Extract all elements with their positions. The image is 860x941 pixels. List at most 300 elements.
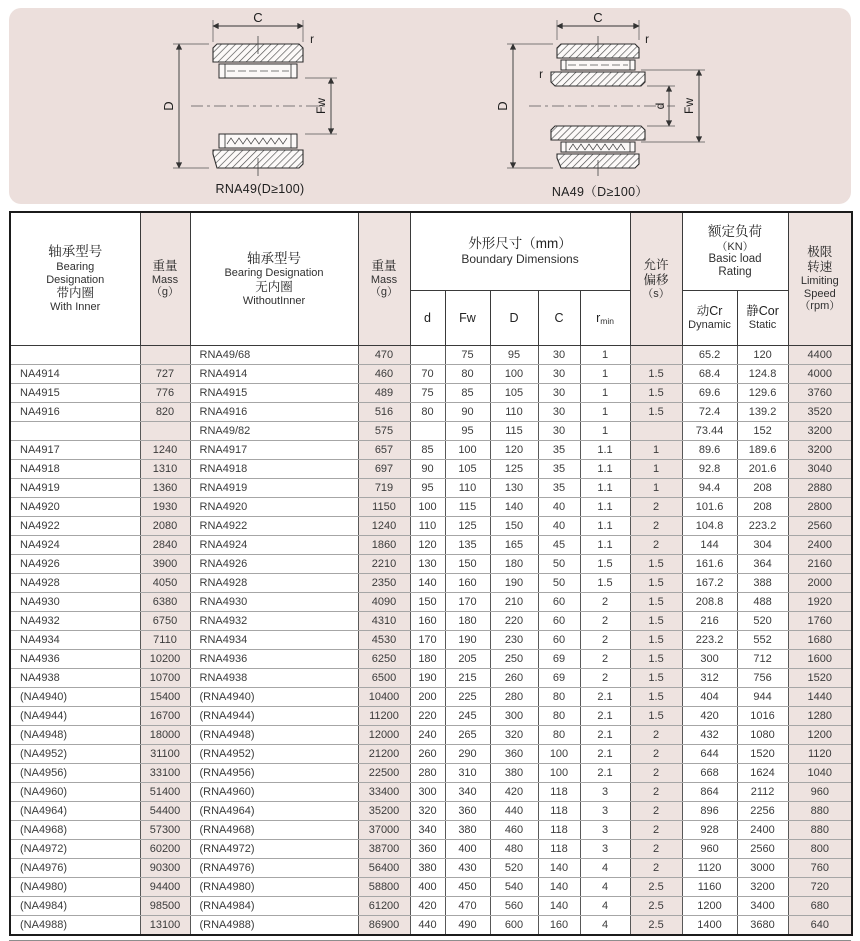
cell: RNA4914 [190, 364, 358, 383]
cell: 150 [445, 554, 490, 573]
cell: 320 [490, 725, 538, 744]
cell: 520 [490, 858, 538, 877]
cell: 230 [490, 630, 538, 649]
cell: 260 [410, 744, 445, 763]
cell: 1440 [788, 687, 852, 706]
cell: 1760 [788, 611, 852, 630]
cell: 165 [490, 535, 538, 554]
header-limiting-speed: 极限 转速 Limiting Speed （rpm） [788, 212, 852, 345]
header-allowed-offset: 允许 偏移 （s） [630, 212, 682, 345]
cell: 144 [682, 535, 737, 554]
cell: 1.5 [630, 383, 682, 402]
cell: 68.4 [682, 364, 737, 383]
cell: 2160 [788, 554, 852, 573]
cell: 35200 [358, 801, 410, 820]
cell: 160 [445, 573, 490, 592]
header-boundary-dimensions: 外形尺寸（mm） Boundary Dimensions [410, 212, 630, 290]
cell: 3200 [788, 440, 852, 459]
cell [140, 421, 190, 440]
cell: 364 [737, 554, 788, 573]
cell: 3 [580, 782, 630, 801]
dim-label-c: C [253, 10, 263, 25]
cell: 140 [490, 497, 538, 516]
cell: 90 [445, 402, 490, 421]
table-row [10, 725, 852, 744]
cell: 3680 [737, 915, 788, 935]
cell: 4000 [788, 364, 852, 383]
cell: 125 [490, 459, 538, 478]
cell: 85 [445, 383, 490, 402]
cell: 12000 [358, 725, 410, 744]
cell: 205 [445, 649, 490, 668]
cell: 3200 [737, 877, 788, 896]
cell: 57300 [140, 820, 190, 839]
table-row [10, 516, 852, 535]
cell: 37000 [358, 820, 410, 839]
cell: 440 [410, 915, 445, 935]
cell: 1624 [737, 763, 788, 782]
cell: 6750 [140, 611, 190, 630]
cell: 2350 [358, 573, 410, 592]
cell: 2112 [737, 782, 788, 801]
cell: 1.5 [630, 611, 682, 630]
cell: 340 [410, 820, 445, 839]
cell: 2 [580, 630, 630, 649]
cell: 1120 [788, 744, 852, 763]
cell: 13100 [140, 915, 190, 935]
cell: 120 [737, 345, 788, 364]
cell: 488 [737, 592, 788, 611]
cell: (NA4976) [10, 858, 140, 877]
cell: 220 [410, 706, 445, 725]
cell: 100 [538, 763, 580, 782]
cell: 86900 [358, 915, 410, 935]
cell: NA4926 [10, 554, 140, 573]
header-mass-1: 重量 Mass （g） [140, 212, 190, 345]
cell: 668 [682, 763, 737, 782]
header-dim-fw: Fw [445, 290, 490, 345]
cell: 69 [538, 649, 580, 668]
cell: 35 [538, 459, 580, 478]
cell: 94.4 [682, 478, 737, 497]
table-row [10, 820, 852, 839]
cell: 440 [490, 801, 538, 820]
cell: 90300 [140, 858, 190, 877]
cell: 6380 [140, 592, 190, 611]
cell: 304 [737, 535, 788, 554]
cell: 928 [682, 820, 737, 839]
cell: 208.8 [682, 592, 737, 611]
cell: (RNA4980) [190, 877, 358, 896]
cell: 2 [580, 592, 630, 611]
cell: 1.1 [580, 535, 630, 554]
cell: 85 [410, 440, 445, 459]
cell: 2000 [788, 573, 852, 592]
cell: 189.6 [737, 440, 788, 459]
cell: 1.5 [580, 554, 630, 573]
table-row [10, 801, 852, 820]
cell: 7110 [140, 630, 190, 649]
cell: 2 [630, 820, 682, 839]
cell: 58800 [358, 877, 410, 896]
cell: 719 [358, 478, 410, 497]
cell: 105 [445, 459, 490, 478]
cell: 95 [410, 478, 445, 497]
cell: 150 [490, 516, 538, 535]
cell: 118 [538, 782, 580, 801]
cell: 1360 [140, 478, 190, 497]
cell: (NA4984) [10, 896, 140, 915]
cell: (RNA4984) [190, 896, 358, 915]
cell: 1 [580, 345, 630, 364]
dim-label-r-top: r [645, 34, 649, 46]
cell: 1200 [788, 725, 852, 744]
cell: 95 [445, 421, 490, 440]
cell: 4310 [358, 611, 410, 630]
cell: (RNA4952) [190, 744, 358, 763]
cell [630, 345, 682, 364]
cell: 180 [445, 611, 490, 630]
cell: 864 [682, 782, 737, 801]
cell: 124.8 [737, 364, 788, 383]
table-row [10, 478, 852, 497]
cell: 220 [490, 611, 538, 630]
cell: 300 [410, 782, 445, 801]
cell: 290 [445, 744, 490, 763]
dim-label-D: D [495, 101, 510, 111]
cell: 265 [445, 725, 490, 744]
cell: 2560 [788, 516, 852, 535]
cell: 1.5 [630, 687, 682, 706]
cell: RNA4926 [190, 554, 358, 573]
cell: (RNA4940) [190, 687, 358, 706]
cell: 1.5 [630, 706, 682, 725]
cell: RNA4918 [190, 459, 358, 478]
cell: 100 [538, 744, 580, 763]
cell: 360 [410, 839, 445, 858]
cell: 1680 [788, 630, 852, 649]
cell [10, 421, 140, 440]
cell: 1.1 [580, 516, 630, 535]
cell: NA4914 [10, 364, 140, 383]
cell: RNA4917 [190, 440, 358, 459]
cell: NA4936 [10, 649, 140, 668]
cell [10, 345, 140, 364]
cell: 1.5 [630, 554, 682, 573]
cell: 388 [737, 573, 788, 592]
cell: 129.6 [737, 383, 788, 402]
cell: 135 [445, 535, 490, 554]
cell: 190 [410, 668, 445, 687]
cell: 11200 [358, 706, 410, 725]
cell: 160 [538, 915, 580, 935]
cell: (RNA4956) [190, 763, 358, 782]
cell: 104.8 [682, 516, 737, 535]
cell: 130 [410, 554, 445, 573]
cell: 4 [580, 915, 630, 935]
cell: 3200 [788, 421, 852, 440]
cell: (NA4980) [10, 877, 140, 896]
rna49-figure [135, 10, 385, 204]
table-body [10, 345, 852, 935]
cell: 170 [445, 592, 490, 611]
cell [410, 345, 445, 364]
cell: 80 [445, 364, 490, 383]
cell: 2 [630, 839, 682, 858]
cell: 644 [682, 744, 737, 763]
cell: 33100 [140, 763, 190, 782]
cell: 75 [445, 345, 490, 364]
header-dim-D: D [490, 290, 538, 345]
cell: 1240 [140, 440, 190, 459]
dim-label-d: d [653, 102, 667, 110]
cell [630, 421, 682, 440]
cell: 360 [490, 744, 538, 763]
cell: 160 [410, 611, 445, 630]
cell: 2 [580, 668, 630, 687]
cell: 2 [630, 801, 682, 820]
cell: RNA49/68 [190, 345, 358, 364]
cell: 72.4 [682, 402, 737, 421]
table-row [10, 421, 852, 440]
cell: 430 [445, 858, 490, 877]
cell: 1200 [682, 896, 737, 915]
cell: 2210 [358, 554, 410, 573]
cell: 245 [445, 706, 490, 725]
cell [410, 421, 445, 440]
cell: 776 [140, 383, 190, 402]
cell: 470 [358, 345, 410, 364]
table-row [10, 383, 852, 402]
cell: 896 [682, 801, 737, 820]
cell: 30 [538, 345, 580, 364]
table-row [10, 858, 852, 877]
cell: 115 [490, 421, 538, 440]
cell: RNA49/82 [190, 421, 358, 440]
cell: 1016 [737, 706, 788, 725]
cell: 720 [788, 877, 852, 896]
cell: 1160 [682, 877, 737, 896]
cell: 50 [538, 573, 580, 592]
cell: 2.1 [580, 763, 630, 782]
cell: RNA4938 [190, 668, 358, 687]
table-row [10, 649, 852, 668]
cell: 310 [445, 763, 490, 782]
cell: 944 [737, 687, 788, 706]
cell: NA4932 [10, 611, 140, 630]
cell: 118 [538, 801, 580, 820]
header-dim-rmin: $r_{min}$ [580, 290, 630, 345]
cell: 216 [682, 611, 737, 630]
cell: 1.1 [580, 459, 630, 478]
cell: NA4915 [10, 383, 140, 402]
cell: 2 [580, 611, 630, 630]
cell: RNA4920 [190, 497, 358, 516]
cell: 2.1 [580, 744, 630, 763]
cell: 1.5 [630, 668, 682, 687]
cell: 640 [788, 915, 852, 935]
cell: NA4916 [10, 402, 140, 421]
cell: 420 [410, 896, 445, 915]
header-with-inner: 轴承型号 Bearing Designation 带内圈 With Inner [10, 212, 140, 345]
cell: 400 [445, 839, 490, 858]
cell: 92.8 [682, 459, 737, 478]
cell: 60 [538, 630, 580, 649]
cell: 180 [410, 649, 445, 668]
cell: 1.5 [630, 630, 682, 649]
table-row [10, 668, 852, 687]
cell: 516 [358, 402, 410, 421]
cell: 960 [682, 839, 737, 858]
table-row [10, 839, 852, 858]
cell: 115 [445, 497, 490, 516]
cell: 139.2 [737, 402, 788, 421]
cell: 360 [445, 801, 490, 820]
cell: (NA4964) [10, 801, 140, 820]
cell: 45 [538, 535, 580, 554]
cell: 490 [445, 915, 490, 935]
cell: 35 [538, 440, 580, 459]
cell: 6500 [358, 668, 410, 687]
cell: 404 [682, 687, 737, 706]
cell: 140 [538, 877, 580, 896]
cell: RNA4915 [190, 383, 358, 402]
cell: 1.5 [630, 573, 682, 592]
table-row [10, 896, 852, 915]
cell: 727 [140, 364, 190, 383]
cell: 190 [490, 573, 538, 592]
cell: (RNA4964) [190, 801, 358, 820]
cell: 2400 [737, 820, 788, 839]
cell: 6250 [358, 649, 410, 668]
cell: 1.1 [580, 497, 630, 516]
cell: 1 [630, 440, 682, 459]
cell: 51400 [140, 782, 190, 801]
cell: 167.2 [682, 573, 737, 592]
cell: 1.5 [630, 592, 682, 611]
cell: 460 [358, 364, 410, 383]
cell: 3000 [737, 858, 788, 877]
cell: 105 [490, 383, 538, 402]
cell: (NA4968) [10, 820, 140, 839]
cell: 31100 [140, 744, 190, 763]
cell: 312 [682, 668, 737, 687]
cell: 40 [538, 516, 580, 535]
cell: 180 [490, 554, 538, 573]
cell: 100 [445, 440, 490, 459]
dim-label-c: C [593, 10, 603, 25]
cell: 90 [410, 459, 445, 478]
cell: 712 [737, 649, 788, 668]
cell: 1040 [788, 763, 852, 782]
cell: 208 [737, 478, 788, 497]
cell [140, 345, 190, 364]
cell: 1 [580, 402, 630, 421]
cell: 2 [630, 744, 682, 763]
cell: 69 [538, 668, 580, 687]
cell: 1 [580, 383, 630, 402]
dim-label-D: D [161, 101, 176, 111]
cell: 2.5 [630, 877, 682, 896]
cell: 2400 [788, 535, 852, 554]
table-row [10, 364, 852, 383]
cell: 2560 [737, 839, 788, 858]
cell: 140 [538, 858, 580, 877]
table-row [10, 440, 852, 459]
cell: 2256 [737, 801, 788, 820]
table-row [10, 402, 852, 421]
cell: 60 [538, 592, 580, 611]
header-static-cor: 静Cor Static [737, 290, 788, 345]
cell: 1520 [788, 668, 852, 687]
table-row [10, 744, 852, 763]
cell: 65.2 [682, 345, 737, 364]
cell: RNA4936 [190, 649, 358, 668]
cell: (NA4956) [10, 763, 140, 782]
table-row [10, 687, 852, 706]
cell: 1.1 [580, 478, 630, 497]
cell: 80 [538, 687, 580, 706]
dim-label-r: r [310, 34, 314, 46]
cell: 200 [410, 687, 445, 706]
cell: RNA4919 [190, 478, 358, 497]
cell: 40 [538, 497, 580, 516]
cell: NA4934 [10, 630, 140, 649]
cell: 657 [358, 440, 410, 459]
cell: RNA4922 [190, 516, 358, 535]
cell: 1080 [737, 725, 788, 744]
cell: (RNA4960) [190, 782, 358, 801]
cell: 3 [580, 820, 630, 839]
cell: 2840 [140, 535, 190, 554]
cell: 161.6 [682, 554, 737, 573]
cell: 480 [490, 839, 538, 858]
cell: 3400 [737, 896, 788, 915]
cell: 4400 [788, 345, 852, 364]
cell: 15400 [140, 687, 190, 706]
table-row [10, 459, 852, 478]
cell: NA4930 [10, 592, 140, 611]
cell: 400 [410, 877, 445, 896]
cell: 760 [788, 858, 852, 877]
cell: NA4922 [10, 516, 140, 535]
dim-label-fw: Fw [314, 98, 328, 114]
cell: 80 [410, 402, 445, 421]
cell: 75 [410, 383, 445, 402]
cell: 18000 [140, 725, 190, 744]
table-row [10, 630, 852, 649]
cell: 33400 [358, 782, 410, 801]
cell: (RNA4948) [190, 725, 358, 744]
cell: 4090 [358, 592, 410, 611]
rna49-diagram [135, 10, 385, 188]
cell: 1860 [358, 535, 410, 554]
table-row [10, 554, 852, 573]
cell: 125 [445, 516, 490, 535]
cell: 210 [490, 592, 538, 611]
cell: 101.6 [682, 497, 737, 516]
cell: RNA4916 [190, 402, 358, 421]
cell: 60200 [140, 839, 190, 858]
table-row [10, 611, 852, 630]
cell: 1120 [682, 858, 737, 877]
cell: 1930 [140, 497, 190, 516]
cell: 2 [630, 516, 682, 535]
cell: (RNA4988) [190, 915, 358, 935]
cell: 1280 [788, 706, 852, 725]
cell: 10400 [358, 687, 410, 706]
cell: NA4928 [10, 573, 140, 592]
